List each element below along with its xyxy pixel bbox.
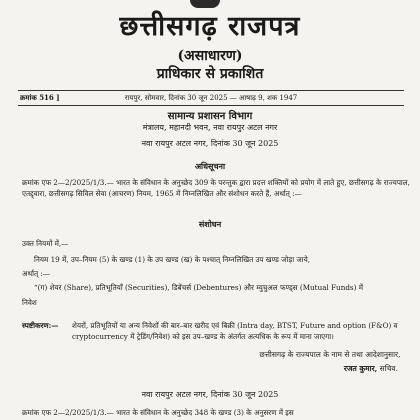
notification-heading: अधिसूचना bbox=[194, 161, 226, 171]
next-paragraph: क्रमांक एफ 2—2/2025/1/3.— भारत के संविधान के अनुच्छेद 348 के खण्ड (3) के अनुसरण में इस bbox=[22, 408, 294, 417]
issue-number: क्रमांक 516 ] bbox=[20, 93, 60, 102]
preamble-paragraph: क्रमांक एफ 2—2/2025/1/3.— भारत के संविधान के अनुच्छेद 309 के परन्तुक द्वारा प्रदत्त शक्तियों को प्रयोग में लाते हुए, छत्तीसगढ़ के राज्यपाल, एतद्द्वारा, छत्तीसगढ़ सिविल सेवा (आचरण) नियम, 1965 में निम्नलिखित और संशोधन करते हैं, अर्थात् :— bbox=[22, 178, 410, 198]
nivesh-text: निवेश bbox=[22, 298, 37, 307]
department-address: मंत्रालय, महानदी भवन, नवा रायपुर अटल नगर bbox=[142, 123, 278, 132]
signatory-name: रजत कुमार, bbox=[343, 364, 378, 373]
edition-label: (असाधारण) bbox=[177, 48, 243, 64]
under-rules-text: उक्त नियमों में,— bbox=[22, 239, 69, 248]
amendment-heading: संशोधन bbox=[198, 219, 222, 229]
place-date-2: नवा रायपुर अटल नगर, दिनांक 30 जून 2025 bbox=[141, 390, 279, 399]
authority-label: प्राधिकार से प्रकाशित bbox=[156, 66, 264, 82]
gazette-masthead: छत्तीसगढ़ राजपत्र bbox=[119, 11, 301, 42]
clause-c-text: “(ग) शेयर (Share), प्रतिभूतियाँ (Securities), डिबेंचर्स (Debentures) और म्युचुअल फण्ड्स (Mutual Funds) में bbox=[34, 283, 363, 292]
explanation-text: शेयरों, प्रतिभूतियों या अन्य निवेशों की बार–बार खरीद एवं बिक्री (Intra day, BTST, Future and option (F&O) व cryptocurrency में ट्रेडिंग/निवेश) को इस उप–खण्ड के अंतर्गत अत्यधिक के रूप में माना जाएगा। bbox=[72, 321, 398, 341]
issue-date: रायपुर, सोमवार, दिनांक 30 जून 2025 — आषाढ़ 9, शक 1947 bbox=[124, 94, 298, 102]
arthat-text: अर्थात् :— bbox=[22, 269, 50, 278]
place-date: नवा रायपुर अटल नगर, दिनांक 30 जून 2025 bbox=[141, 139, 279, 148]
signature-block bbox=[344, 363, 398, 374]
department-title: सामान्य प्रशासन विभाग bbox=[167, 111, 253, 122]
order-line: छत्तीसगढ़ के राज्यपाल के नाम से तथा आदेशानुसार, bbox=[259, 350, 401, 359]
signatory-title: सचिव. bbox=[379, 364, 398, 373]
explanation-label: स्पष्टीकरण:— bbox=[22, 321, 59, 330]
issue-line bbox=[18, 90, 404, 106]
rule-19-text: नियम 19 में, उप–नियम (5) के खण्ड (1) के उप खण्ड (ख) के पश्चात् निम्नलिखित उप खण्ड जोड़ा जाये, bbox=[34, 255, 311, 264]
